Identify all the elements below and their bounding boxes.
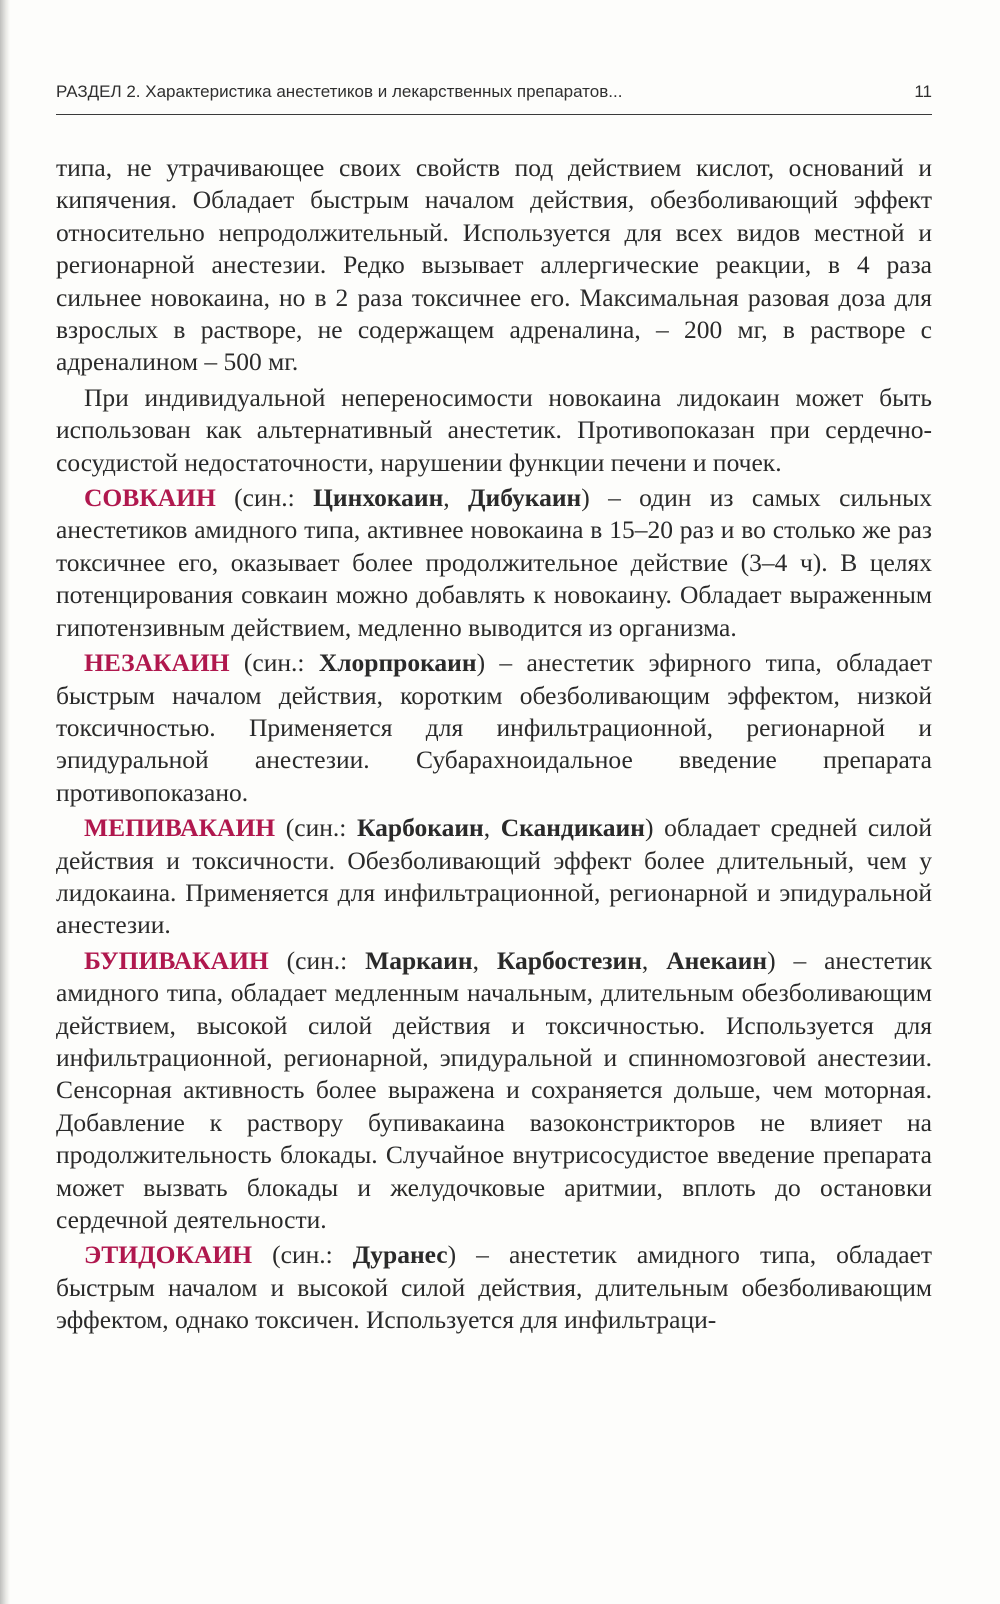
synonym-prefix: (син.:: [252, 1240, 353, 1270]
synonym-dibucaine: Дибукаин: [468, 483, 582, 513]
synonym-chloroprocaine: Хлорпрокаин: [318, 648, 477, 678]
synonym-scandicaine: Скандикаин: [500, 813, 645, 843]
paragraph-body: ) – анестетик эфирного типа, обладает быстрым началом действия, коротким обезболивающим эффектом, низкой токсичностью. Применяется для инфильтрационной, регионарной и эпидуральной анестезии. Субарахноидальное введение препарата противопоказано.: [56, 648, 933, 807]
synonym-prefix: (син.:: [275, 813, 358, 843]
drug-name-etidokain: ЭТИДОКАИН: [84, 1240, 253, 1270]
synonym-cinchocaine: Цинхокаин: [313, 483, 444, 513]
drug-name-bupivakain: БУПИВАКАИН: [84, 945, 269, 975]
drug-name-mepivakain: МЕПИВАКАИН: [84, 813, 276, 843]
synonym-carbocaine: Карбокаин: [357, 813, 484, 843]
drug-name-sovkain: СОВКАИН: [84, 483, 216, 513]
synonym-prefix: (син.:: [215, 483, 314, 513]
paragraph-lidocaine-alternative: При индивидуальной непереносимости новокаина лидокаин может быть использован как альтернативный анестетик. Противопоказан при сердечно-сосудистой недостаточности, нарушении функции печени и почек.: [56, 382, 932, 477]
paragraph-body: ) – один из самых сильных анестетиков амидного типа, активнее новокаина в 15–20 раз и во столько же раз токсичнее его, оказывает более продолжительное действие (3–4 ч). В целях потенцирования совкаин можно добавлять к новокаину. Обладает выраженным гипотензивным действием, медленно выводится из организма.: [56, 483, 933, 642]
synonym-prefix: (син.:: [268, 945, 366, 975]
synonym-duranest: Дуранес: [352, 1240, 448, 1270]
paragraph-sovkain: [56, 482, 932, 644]
header-divider: [56, 114, 932, 115]
synonym-separator: ,: [472, 945, 497, 975]
paragraph-nezakain: [56, 647, 932, 809]
paragraph-bupivakain: [56, 945, 932, 1237]
paragraph-etidokain: [56, 1239, 932, 1336]
synonym-anekain: Анекаин: [666, 945, 768, 975]
paragraph-body: ) обладает средней силой действия и токсичности. Обезболивающий эффект более длительный, чем у лидокаина. Применяется для инфильтрационной, регионарной и эпидуральной анестезии.: [56, 813, 933, 940]
body-text: [56, 152, 932, 1337]
synonym-separator: ,: [483, 813, 501, 843]
paragraph-body: ) – анестетик амидного типа, обладает медленным начальным, длительным обезболивающим действием, высокой силой действия и токсичностью. Используется для инфильтрационной, регионарной, эпидуральной и спинномозговой анестезии. Сенсорная активность более выражена и сохраняется дольше, чем моторная. Добавление к раствору бупивакаина вазоконстрикторов не влияет на продолжительность блокады. Случайное внутрисосудистое введение препарата может вызвать блокады и желудочковые аритмии, вплоть до остановки сердечной деятельности.: [56, 945, 932, 1234]
page-number: 11: [914, 82, 932, 101]
paragraph-mepivakain: [56, 812, 932, 942]
running-header: [56, 82, 932, 102]
synonym-separator: ,: [443, 483, 469, 513]
paragraph-lidocaine-end: типа, не утрачивающее своих свойств под действием кислот, оснований и кипячения. Обладает быстрым началом действия, обезболивающий эффект относительно непродолжительный. Используется для всех видов местной и регионарной анестезии. Редко вызывает аллергические реакции, в 4 раза сильнее новокаина, но в 2 раза токсичнее его. Максимальная разовая доза для взрослых в растворе, не содержащем адреналина, – 200 мг, в растворе с адреналином – 500 мг.: [56, 153, 932, 377]
synonym-separator: ,: [641, 945, 667, 975]
synonym-prefix: (син.:: [229, 648, 319, 678]
page-edge-shadow: [0, 0, 10, 1604]
section-title: РАЗДЕЛ 2. Характеристика анестетиков и лекарственных препаратов...: [56, 82, 623, 101]
synonym-carbostesin: Карбостезин: [496, 945, 642, 975]
drug-name-nezakain: НЕЗАКАИН: [84, 648, 230, 678]
paragraph-body: ) – анестетик амидного типа, обладает быстрым началом и высокой силой действия, длительным обезболивающим эффектом, однако токсичен. Используется для инфильтраци-: [56, 1240, 933, 1335]
synonym-marcaine: Маркаин: [365, 945, 473, 975]
